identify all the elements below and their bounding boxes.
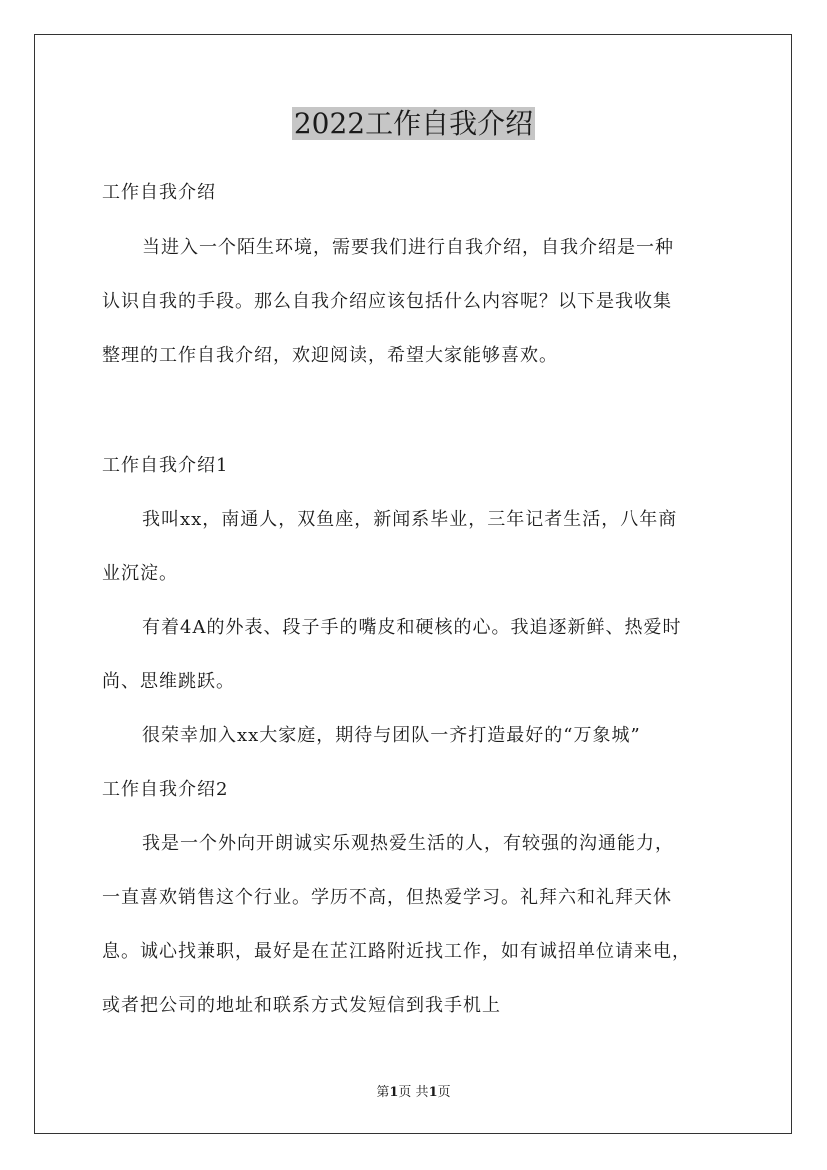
footer-suffix: 页: [437, 1085, 451, 1100]
paragraph-line: 我是一个外向开朗诚实乐观热爱生活的人，有较强的沟通能力，: [142, 833, 674, 854]
section-heading: 工作自我介绍2: [102, 779, 229, 800]
document-title: 2022工作自我介绍: [293, 107, 534, 140]
paragraph-line: 或者把公司的地址和联系方式发短信到我手机上: [102, 995, 501, 1016]
paragraph-line: 整理的工作自我介绍，欢迎阅读，希望大家能够喜欢。: [102, 345, 558, 366]
paragraph-line: 认识自我的手段。那么自我介绍应该包括什么内容呢？以下是我收集: [102, 291, 672, 312]
footer-page-number: 1: [389, 1085, 399, 1100]
paragraph-line: 业沉淀。: [102, 563, 178, 584]
section-heading: 工作自我介绍: [102, 182, 216, 203]
section-heading: 工作自我介绍1: [102, 455, 229, 476]
paragraph-line: 我叫xx，南通人，双鱼座，新闻系毕业，三年记者生活，八年商: [142, 509, 678, 530]
paragraph-line: 当进入一个陌生环境，需要我们进行自我介绍，自我介绍是一种: [142, 237, 674, 258]
footer-middle: 页 共: [398, 1085, 429, 1100]
footer-prefix: 第: [376, 1085, 390, 1100]
paragraph-line: 息。诚心找兼职，最好是在芷江路附近找工作，如有诚招单位请来电，: [102, 941, 691, 962]
paragraph-line: 尚、思维跳跃。: [102, 671, 235, 692]
paragraph-line: 一直喜欢销售这个行业。学历不高，但热爱学习。礼拜六和礼拜天休: [102, 887, 672, 908]
paragraph-line: 很荣幸加入xx大家庭，期待与团队一齐打造最好的“万象城”: [142, 725, 641, 746]
paragraph-line: 有着4A的外表、段子手的嘴皮和硬核的心。我追逐新鲜、热爱时: [142, 617, 682, 638]
footer-total-pages: 1: [428, 1085, 438, 1100]
page-footer: [0, 1083, 827, 1103]
